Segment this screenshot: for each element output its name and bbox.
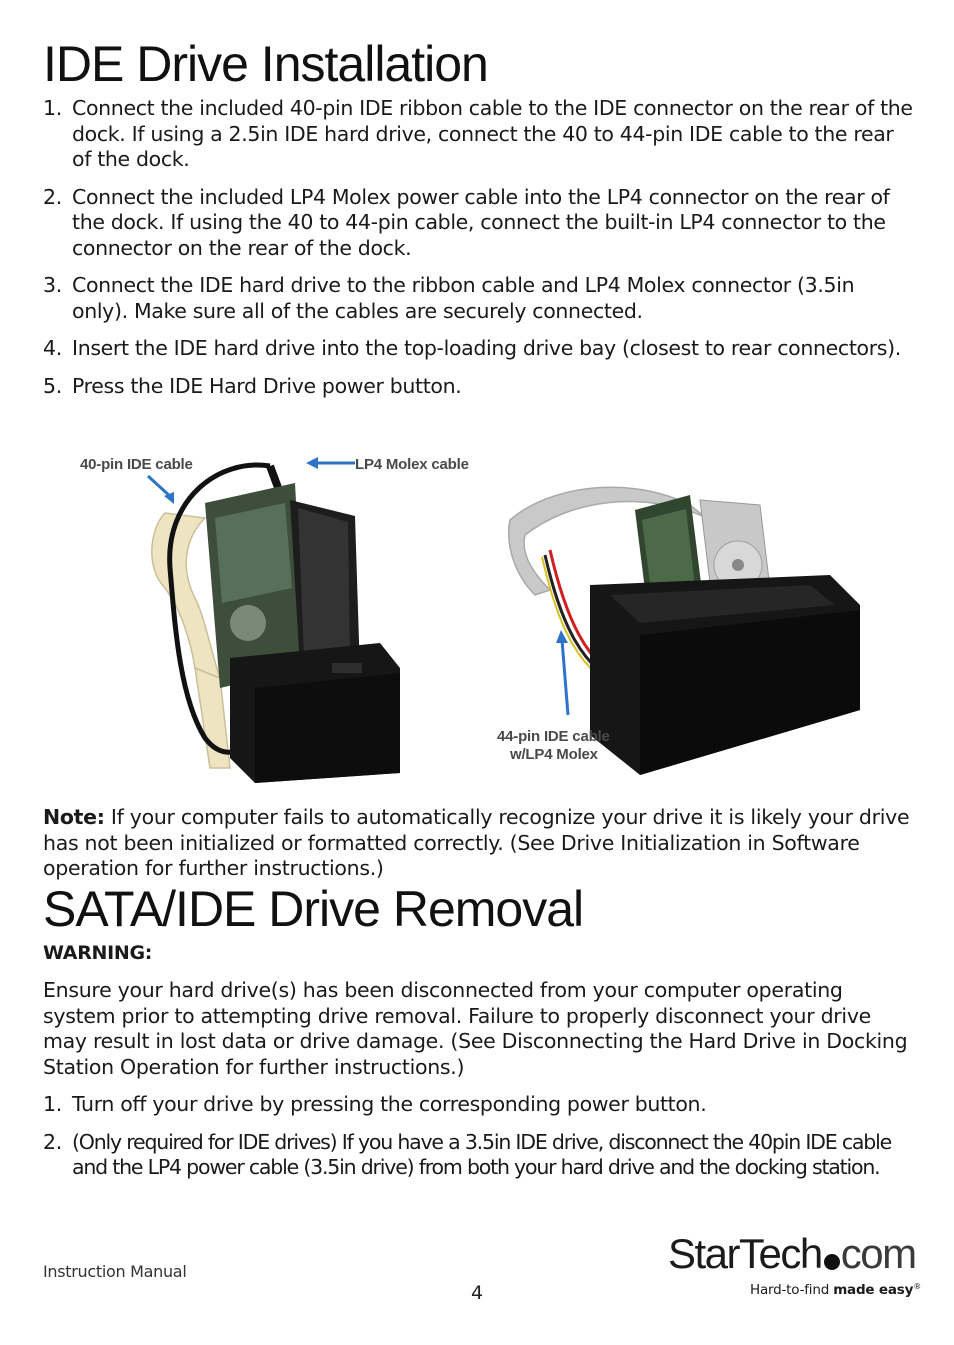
- note-label: Note:: [43, 805, 105, 829]
- list-item: 2. (Only required for IDE drives) If you have a 3.5in IDE drive, disconnect the 40pin IDE cable and the LP4 power cable (3.5in drive) from both your hard drive and the docking station.: [43, 1129, 891, 1179]
- label-40pin-ide-cable: 40-pin IDE cable: [80, 456, 193, 473]
- page-number: 4: [471, 1282, 484, 1304]
- section-title-drive-removal: SATA/IDE Drive Removal: [43, 881, 584, 937]
- list-item: 2. Connect the included LP4 Molex power cable into the LP4 connector on the rear of the dock. If using the 40 to 44-pin cable, connect the built-in LP4 connector to the connector on the rear of the dock.: [43, 184, 890, 260]
- logo-dot-icon: [824, 1254, 840, 1270]
- label-44pin-molex: w/LP4 Molex: [510, 746, 598, 763]
- list-item: 1. Connect the included 40-pin IDE ribbon cable to the IDE connector on the rear of the dock. If using a 2.5in IDE hard drive, connect the 40 to 44-pin IDE cable to the rear of the dock.: [43, 96, 913, 171]
- note-paragraph: Note: If your computer fails to automatically recognize your drive it is likely your drive has not been initialized or formatted correctly. (See Drive Initialization in Software operation for further instructions.): [43, 805, 910, 880]
- section-title-ide-installation: IDE Drive Installation: [43, 36, 488, 92]
- brand-wordmark: StarTech com: [668, 1230, 916, 1277]
- dock-photo-2-5in: [490, 465, 880, 785]
- footer-manual-label: Instruction Manual: [43, 1262, 187, 1281]
- warning-label: WARNING:: [43, 942, 153, 964]
- list-item: 5. Press the IDE Hard Drive power button.: [43, 373, 462, 398]
- dock-illustration-3-5in: [70, 438, 500, 788]
- dock-photo-3-5in: [70, 438, 500, 788]
- startech-logo: [668, 1230, 921, 1305]
- list-item: 1. Turn off your drive by pressing the corresponding power button.: [43, 1092, 707, 1116]
- warning-paragraph: Ensure your hard drive(s) has been disconnected from your computer operating system prior to attempting drive removal. Failure to properly disconnect your drive may result in lost data or drive damage. (See Disconnecting the Hard Drive in Docking Station Operation for further instructions.): [43, 978, 908, 1079]
- label-44pin-ide-cable: 44-pin IDE cable: [497, 728, 610, 745]
- brand-tagline: Hard-to-find made easy®: [750, 1282, 921, 1298]
- removal-steps: [43, 1092, 913, 1181]
- label-lp4-molex-cable: LP4 Molex cable: [355, 456, 469, 473]
- list-item: 3. Connect the IDE hard drive to the ribbon cable and LP4 Molex connector (3.5in only). Make sure all of the cables are securely connected.: [43, 273, 855, 323]
- list-item: 4. Insert the IDE hard drive into the top-loading drive bay (closest to rear connectors).: [43, 336, 901, 360]
- ide-install-steps: [43, 96, 913, 399]
